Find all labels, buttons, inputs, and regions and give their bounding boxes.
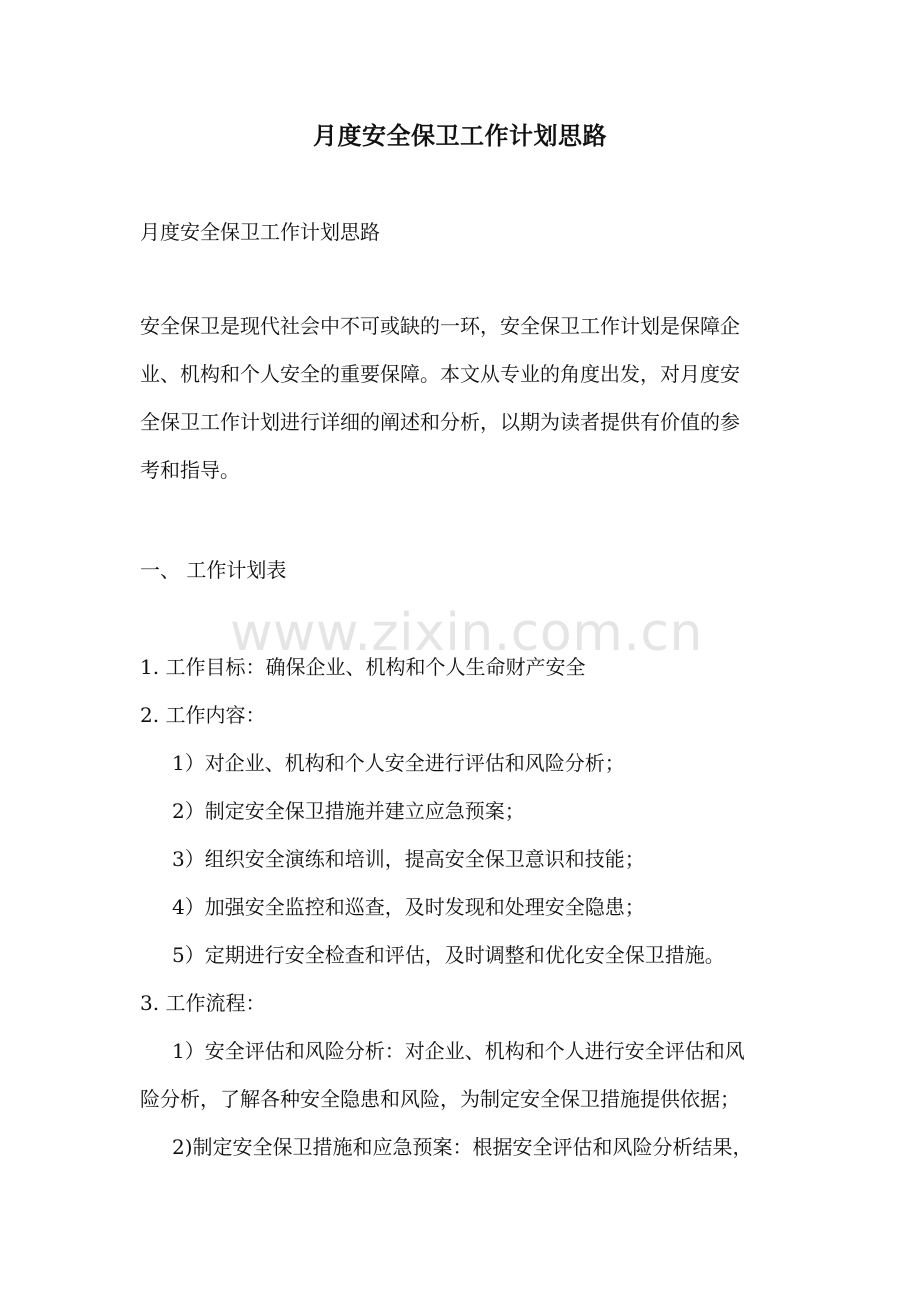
work-content-item-5: 5）定期进行安全检查和评估，及时调整和优化安全保卫措施。 (172, 943, 725, 967)
work-content-item-4: 4）加强安全监控和巡查，及时发现和处理安全隐患； (172, 895, 645, 919)
work-content-item-3: 3）组织安全演练和培训，提高安全保卫意识和技能； (172, 847, 645, 871)
work-process-line-2: 险分析，了解各种安全隐患和风险，为制定安全保卫措施提供依据； (140, 1087, 740, 1111)
work-content-heading: 2. 工作内容： (140, 703, 266, 727)
intro-line-4: 考和指导。 (140, 458, 240, 482)
section-heading: 一、 工作计划表 (140, 558, 287, 582)
work-content-item-2: 2）制定安全保卫措施并建立应急预案； (172, 799, 525, 823)
intro-line-2: 业、机构和个人安全的重要保障。本文从专业的角度出发，对月度安 (140, 362, 740, 386)
work-goal: 1. 工作目标：确保企业、机构和个人生命财产安全 (140, 655, 586, 679)
document-title: 月度安全保卫工作计划思路 (313, 121, 607, 150)
work-process-line-3: 2)制定安全保卫措施和应急预案：根据安全评估和风险分析结果， (172, 1135, 753, 1159)
intro-line-3: 全保卫工作计划进行详细的阐述和分析，以期为读者提供有价值的参 (140, 410, 740, 434)
work-content-item-1: 1）对企业、机构和个人安全进行评估和风险分析； (172, 751, 625, 775)
work-process-heading: 3. 工作流程： (140, 991, 266, 1015)
watermark: www.zixin.com.cn (230, 603, 703, 663)
document-subtitle: 月度安全保卫工作计划思路 (140, 220, 380, 244)
work-process-line-1: 1）安全评估和风险分析：对企业、机构和个人进行安全评估和风 (172, 1039, 745, 1063)
intro-line-1: 安全保卫是现代社会中不可或缺的一环，安全保卫工作计划是保障企 (140, 314, 740, 338)
